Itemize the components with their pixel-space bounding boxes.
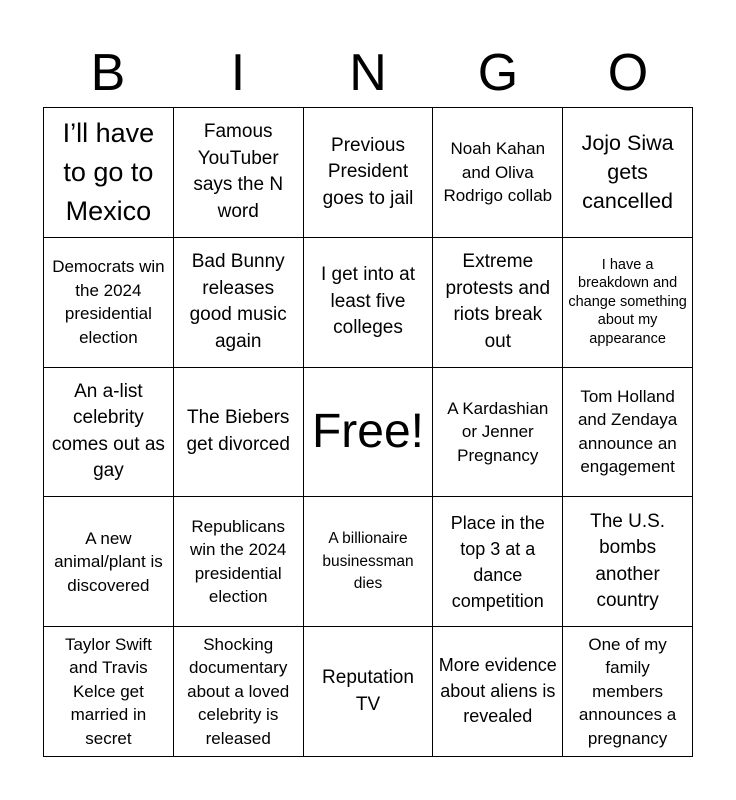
cell-text: Tom Holland and Zendaya announce an engagement [577,386,678,477]
cell-text: I have a breakdown and change something about my appearance [568,256,687,347]
bingo-cell[interactable] [563,238,693,368]
cell-text: Republicans win the 2024 presidential election [189,516,287,607]
cell-text: Previous President goes to jail [322,134,414,209]
cell-text: Extreme protests and riots break out [445,251,551,352]
bingo-header [43,40,693,106]
cell-text: A Kardashian or Jenner Pregnancy [447,398,549,465]
header-letter-b: B [90,44,126,102]
bingo-cell[interactable] [433,497,563,627]
bingo-cell[interactable] [174,238,304,368]
bingo-cell[interactable] [563,108,693,238]
cell-text: I’ll have to go to Mexico [62,117,155,226]
bingo-cell[interactable] [304,238,434,368]
cell-text: More evidence about aliens is revealed [438,655,557,727]
cell-text: The U.S. bombs another country [590,510,666,612]
bingo-cell[interactable] [44,627,174,757]
cell-text: Place in the top 3 at a dance competition [450,512,545,611]
bingo-cell[interactable] [44,238,174,368]
header-letter-i: I [230,44,246,102]
bingo-cell[interactable] [563,627,693,757]
bingo-cell[interactable] [433,238,563,368]
bingo-cell[interactable] [563,368,693,498]
bingo-cell[interactable] [44,497,174,627]
bingo-cell[interactable] [174,627,304,757]
cell-text: A billionaire businessman dies [322,530,414,593]
free-space-text: Free! [311,404,424,458]
free-space-cell[interactable] [304,368,434,498]
cell-text: Bad Bunny releases good music again [189,251,287,352]
bingo-cell[interactable] [433,627,563,757]
bingo-cell[interactable] [174,497,304,627]
cell-text: I get into at least five colleges [320,264,415,339]
cell-text: Shocking documentary about a loved celebrity is released [187,634,290,748]
cell-text: One of my family members announces a pregnancy [578,634,677,748]
bingo-cell[interactable] [304,627,434,757]
cell-text: Taylor Swift and Travis Kelce get married in secret [64,634,152,748]
header-letter-g: G [477,44,519,102]
bingo-cell[interactable] [304,497,434,627]
bingo-cell[interactable] [563,497,693,627]
cell-text: Democrats win the 2024 presidential election [52,257,165,347]
cell-text: Famous YouTuber says the N word [193,121,284,222]
bingo-cell[interactable] [44,368,174,498]
bingo-cell[interactable] [433,368,563,498]
bingo-cell[interactable] [304,108,434,238]
cell-text: Noah Kahan and Oliva Rodrigo collab [443,139,553,206]
cell-text: Jojo Siwa gets cancelled [581,130,674,213]
bingo-grid [43,107,693,757]
header-letter-o: O [607,44,649,102]
cell-text: An a-list celebrity comes out as gay [51,380,165,482]
cell-text: A new animal/plant is discovered [54,528,163,595]
cell-text: Reputation TV [322,667,414,715]
header-letter-n: N [349,44,387,102]
cell-text: The Biebers get divorced [186,407,290,455]
bingo-cell[interactable] [174,108,304,238]
bingo-cell[interactable] [44,108,174,238]
bingo-cell[interactable] [433,108,563,238]
bingo-cell[interactable] [174,368,304,498]
